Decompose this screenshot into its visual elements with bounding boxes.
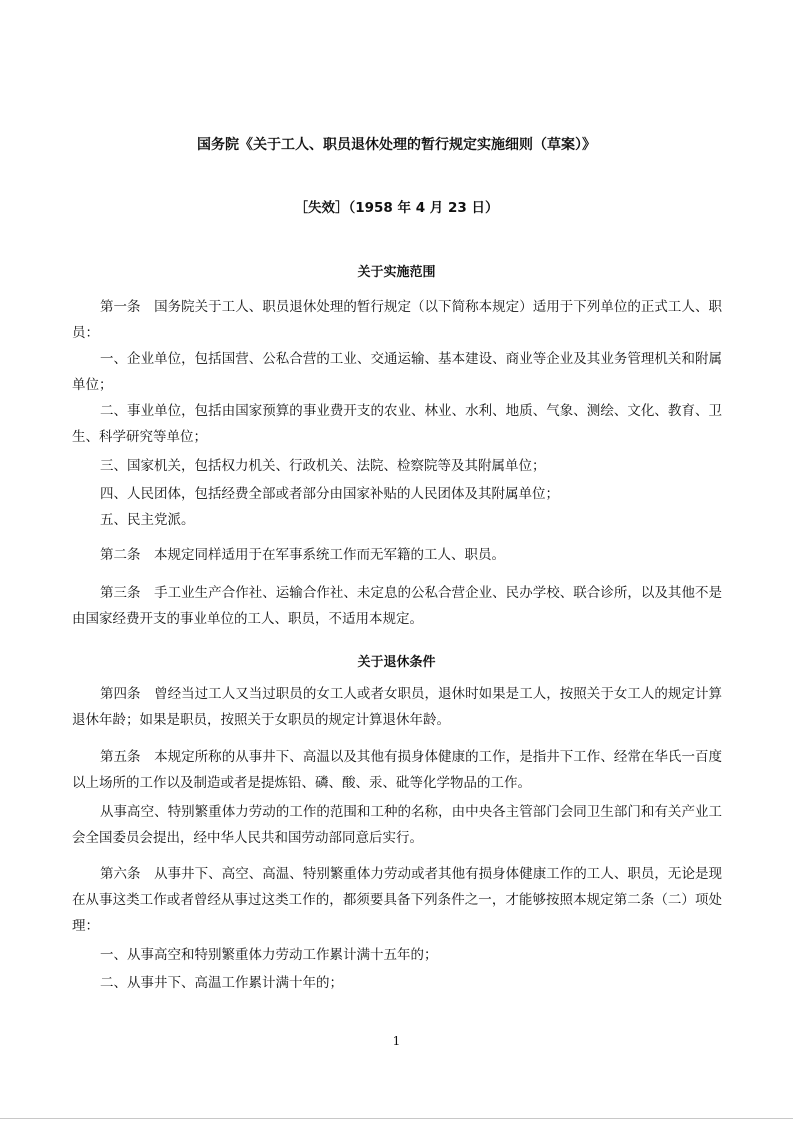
- article-1: 第一条 国务院关于工人、职员退休处理的暂行规定（以下简称本规定）适用于下列单位的正式工人、职员：: [72, 299, 722, 341]
- document-status: ［失效］（1958 年 4 月 23 日）: [294, 200, 499, 216]
- article-3: 第三条 手工业生产合作社、运输合作社、未定息的公私合营企业、民办学校、联合诊所，以及其他不是由国家经费开支的事业单位的工人、职员，不适用本规定。: [72, 585, 722, 627]
- article-2: 第二条 本规定同样适用于在军事系统工作而无军籍的工人、职员。: [100, 547, 505, 563]
- article-6-item-2: 二、从事井下、高温工作累计满十年的；: [100, 975, 343, 991]
- article-5: 第五条 本规定所称的从事井下、高温以及其他有损身体健康的工作，是指井下工作、经常在华氏一百度以上场所的工作以及制造或者是提炼铅、磷、酸、汞、砒等化学物品的工作。: [72, 749, 722, 791]
- article-4: 第四条 曾经当过工人又当过职员的女工人或者女职员，退休时如果是工人，按照关于女工人的规定计算退休年龄；如果是职员，按照关于女职员的规定计算退休年龄。: [72, 686, 722, 728]
- page-bottom-edge: [0, 1118, 793, 1119]
- page-number: 1: [392, 1034, 401, 1048]
- article-1-item-5: 五、民主党派。: [100, 512, 195, 528]
- article-1-item-1: 一、企业单位，包括国营、公私合营的工业、交通运输、基本建设、商业等企业及其业务管理机关和附属单位；: [72, 351, 722, 393]
- article-6-item-1: 一、从事高空和特别繁重体力劳动工作累计满十五年的；: [100, 947, 438, 963]
- article-1-item-2: 二、事业单位，包括由国家预算的事业费开支的农业、林业、水利、地质、气象、测绘、文化、教育、卫生、科学研究等单位；: [72, 403, 722, 445]
- article-1-item-3: 三、国家机关，包括权力机关、行政机关、法院、检察院等及其附属单位；: [100, 458, 546, 474]
- section-heading-scope: 关于实施范围: [357, 265, 436, 280]
- article-5-para-2: 从事高空、特别繁重体力劳动的工作的范围和工种的名称，由中央各主管部门会同卫生部门和有关产业工会全国委员会提出，经中华人民共和国劳动部同意后实行。: [72, 804, 722, 846]
- document-title: 国务院《关于工人、职员退休处理的暂行规定实施细则（草案）》: [197, 137, 596, 153]
- article-6: 第六条 从事井下、高空、高温、特别繁重体力劳动或者其他有损身体健康工作的工人、职员，无论是现在从事这类工作或者曾经从事过这类工作的，都须要具备下列条件之一，才能够按照本规定第二条（二）项处理：: [72, 866, 722, 934]
- section-heading-conditions: 关于退休条件: [357, 655, 436, 670]
- article-1-item-4: 四、人民团体，包括经费全部或者部分由国家补贴的人民团体及其附属单位；: [100, 486, 559, 502]
